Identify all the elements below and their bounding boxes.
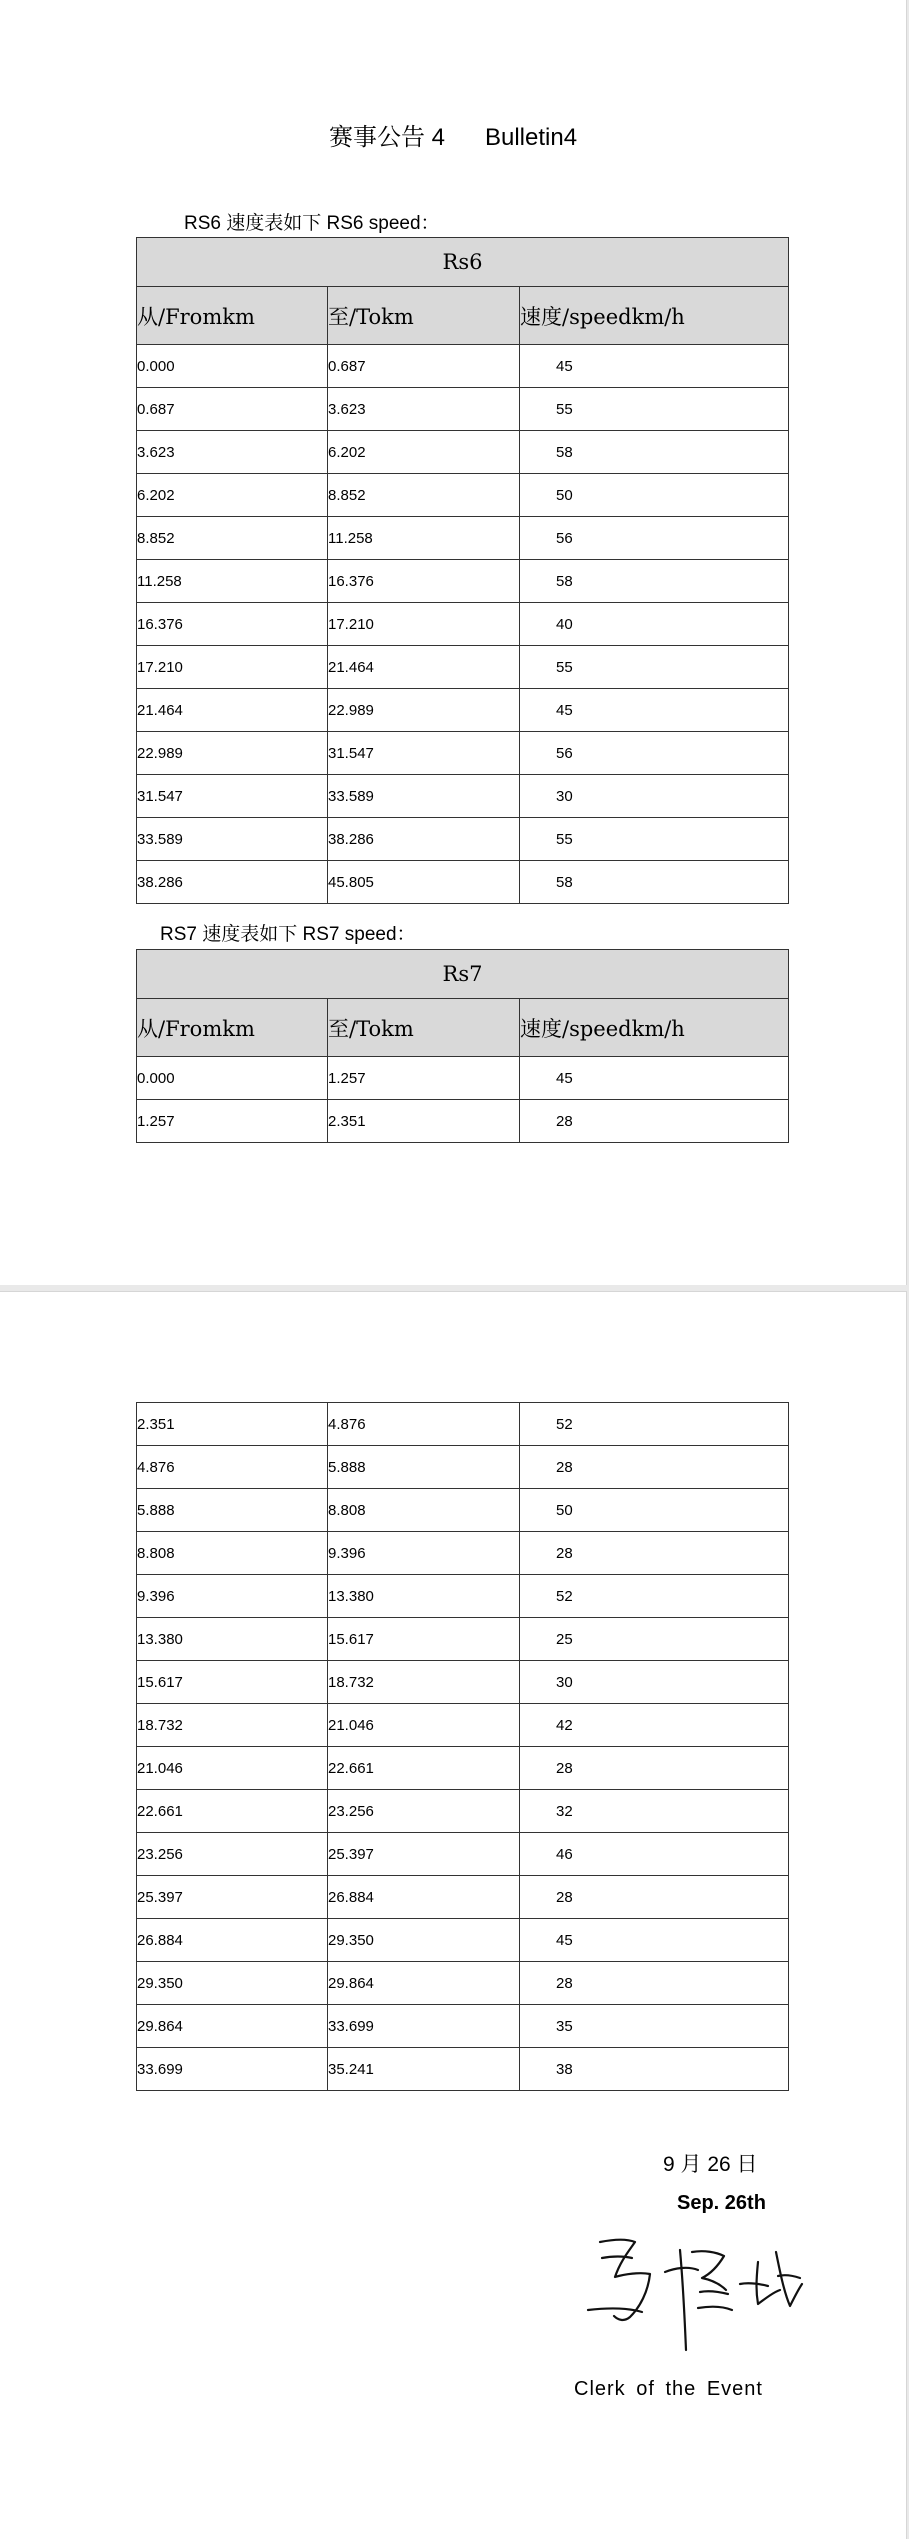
table-row [137,646,789,689]
table-row [137,1446,789,1489]
cell-to-km: 45.805 [328,861,520,904]
cell-to-km: 22.661 [328,1747,520,1790]
cell-from-km: 21.464 [137,689,328,732]
column-header-from: 从/Fromkm [137,999,328,1057]
cell-speed-kmh: 28 [520,1532,789,1575]
table-row [137,732,789,775]
table-row [137,1661,789,1704]
table-row [137,861,789,904]
column-header-speed: 速度/speedkm/h [520,287,789,345]
cell-speed-kmh: 58 [520,431,789,474]
table-row [137,474,789,517]
cell-speed-kmh: 35 [520,2005,789,2048]
cell-speed-kmh: 38 [520,2048,789,2091]
cell-to-km: 21.464 [328,646,520,689]
table-row [137,1790,789,1833]
table-row [137,2005,789,2048]
cell-to-km: 23.256 [328,1790,520,1833]
cell-speed-kmh: 50 [520,474,789,517]
cell-from-km: 18.732 [137,1704,328,1747]
cell-to-km: 22.989 [328,689,520,732]
cell-from-km: 29.864 [137,2005,328,2048]
cell-speed-kmh: 45 [520,1057,789,1100]
cell-speed-kmh: 58 [520,560,789,603]
table-row [137,1747,789,1790]
table-row [137,1575,789,1618]
cell-speed-kmh: 52 [520,1403,789,1446]
cell-speed-kmh: 25 [520,1618,789,1661]
column-header-speed: 速度/speedkm/h [520,999,789,1057]
rs7-speed-table-continued [136,1402,789,2091]
cell-from-km: 0.000 [137,345,328,388]
cell-to-km: 8.808 [328,1489,520,1532]
cell-to-km: 8.852 [328,474,520,517]
handwritten-signature [580,2232,810,2362]
cell-from-km: 1.257 [137,1100,328,1143]
cell-speed-kmh: 32 [520,1790,789,1833]
cell-to-km: 31.547 [328,732,520,775]
cell-to-km: 18.732 [328,1661,520,1704]
cell-to-km: 2.351 [328,1100,520,1143]
cell-to-km: 15.617 [328,1618,520,1661]
cell-from-km: 22.989 [137,732,328,775]
table-row [137,388,789,431]
cell-speed-kmh: 52 [520,1575,789,1618]
cell-speed-kmh: 58 [520,861,789,904]
rs6-table-title: Rs6 [137,238,789,287]
cell-speed-kmh: 30 [520,775,789,818]
cell-speed-kmh: 28 [520,1962,789,2005]
rs7-table-title: Rs7 [137,950,789,999]
table-row [137,1618,789,1661]
cell-from-km: 4.876 [137,1446,328,1489]
column-header-to: 至/Tokm [328,999,520,1057]
cell-from-km: 29.350 [137,1962,328,2005]
cell-from-km: 33.699 [137,2048,328,2091]
cell-speed-kmh: 50 [520,1489,789,1532]
cell-to-km: 29.864 [328,1962,520,2005]
table-row [137,1833,789,1876]
table-row [137,1532,789,1575]
cell-speed-kmh: 30 [520,1661,789,1704]
cell-to-km: 38.286 [328,818,520,861]
cell-from-km: 22.661 [137,1790,328,1833]
cell-speed-kmh: 45 [520,345,789,388]
cell-speed-kmh: 46 [520,1833,789,1876]
cell-to-km: 11.258 [328,517,520,560]
table-row [137,1919,789,1962]
cell-speed-kmh: 45 [520,689,789,732]
rs7-caption: RS7 速度表如下 RS7 speed： [160,924,416,945]
cell-speed-kmh: 28 [520,1876,789,1919]
cell-from-km: 8.852 [137,517,328,560]
cell-speed-kmh: 40 [520,603,789,646]
cell-speed-kmh: 56 [520,517,789,560]
cell-from-km: 0.687 [137,388,328,431]
signoff-date-english: Sep. 26th [677,2192,766,2214]
rs6-speed-table [136,237,789,904]
cell-to-km: 29.350 [328,1919,520,1962]
cell-from-km: 8.808 [137,1532,328,1575]
cell-speed-kmh: 42 [520,1704,789,1747]
cell-from-km: 26.884 [137,1919,328,1962]
cell-from-km: 33.589 [137,818,328,861]
rs6-caption: RS6 速度表如下 RS6 speed： [184,213,440,234]
cell-speed-kmh: 55 [520,818,789,861]
cell-to-km: 1.257 [328,1057,520,1100]
table-row [137,1876,789,1919]
cell-from-km: 31.547 [137,775,328,818]
cell-from-km: 2.351 [137,1403,328,1446]
cell-speed-kmh: 28 [520,1446,789,1489]
cell-to-km: 6.202 [328,431,520,474]
cell-from-km: 16.376 [137,603,328,646]
cell-to-km: 21.046 [328,1704,520,1747]
cell-to-km: 33.699 [328,2005,520,2048]
cell-from-km: 5.888 [137,1489,328,1532]
cell-to-km: 13.380 [328,1575,520,1618]
cell-to-km: 0.687 [328,345,520,388]
cell-from-km: 23.256 [137,1833,328,1876]
table-row [137,689,789,732]
cell-from-km: 21.046 [137,1747,328,1790]
bulletin-title: 赛事公告 4 Bulletin4 [328,124,578,151]
cell-speed-kmh: 28 [520,1747,789,1790]
cell-speed-kmh: 55 [520,388,789,431]
table-row [137,1403,789,1446]
cell-from-km: 9.396 [137,1575,328,1618]
cell-to-km: 33.589 [328,775,520,818]
table-row [137,431,789,474]
cell-to-km: 17.210 [328,603,520,646]
cell-to-km: 5.888 [328,1446,520,1489]
table-row [137,818,789,861]
cell-speed-kmh: 28 [520,1100,789,1143]
table-row [137,345,789,388]
cell-from-km: 25.397 [137,1876,328,1919]
cell-from-km: 3.623 [137,431,328,474]
cell-from-km: 11.258 [137,560,328,603]
table-row [137,1704,789,1747]
table-row [137,560,789,603]
table-row [137,775,789,818]
cell-to-km: 25.397 [328,1833,520,1876]
table-row [137,1489,789,1532]
table-row [137,1057,789,1100]
cell-from-km: 0.000 [137,1057,328,1100]
rs7-speed-table [136,949,789,1143]
cell-to-km: 26.884 [328,1876,520,1919]
cell-to-km: 16.376 [328,560,520,603]
cell-to-km: 35.241 [328,2048,520,2091]
cell-from-km: 13.380 [137,1618,328,1661]
clerk-of-the-event: Clerk of the Event [574,2378,763,2400]
cell-to-km: 9.396 [328,1532,520,1575]
cell-speed-kmh: 55 [520,646,789,689]
table-row [137,2048,789,2091]
cell-speed-kmh: 45 [520,1919,789,1962]
cell-from-km: 6.202 [137,474,328,517]
cell-from-km: 38.286 [137,861,328,904]
table-row [137,1100,789,1143]
cell-speed-kmh: 56 [520,732,789,775]
signoff-date-chinese: 9 月 26 日 [663,2153,758,2176]
cell-to-km: 4.876 [328,1403,520,1446]
cell-to-km: 3.623 [328,388,520,431]
cell-from-km: 17.210 [137,646,328,689]
column-header-to: 至/Tokm [328,287,520,345]
table-row [137,1962,789,2005]
cell-from-km: 15.617 [137,1661,328,1704]
table-row [137,603,789,646]
column-header-from: 从/Fromkm [137,287,328,345]
table-row [137,517,789,560]
